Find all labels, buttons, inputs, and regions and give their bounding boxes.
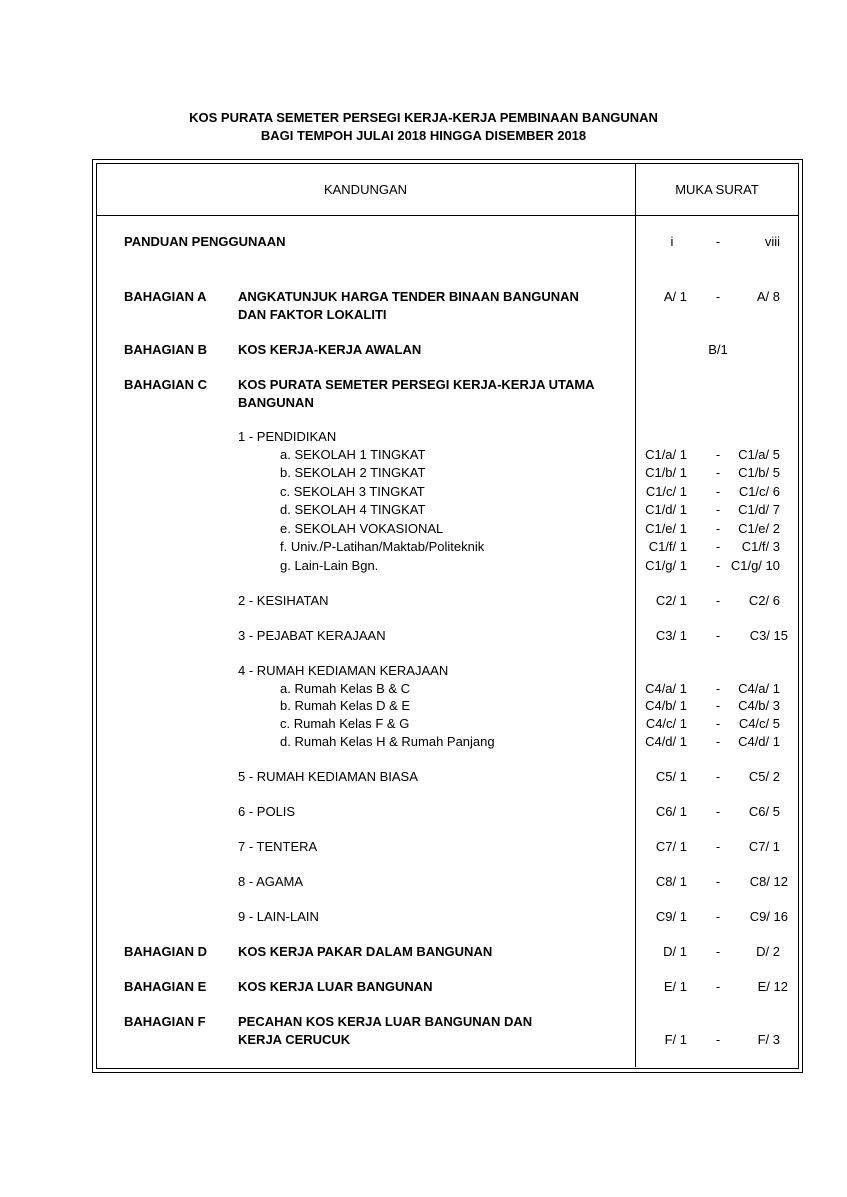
c1-label: 1 - PENDIDIKAN — [238, 429, 337, 444]
c1-item-dash: - — [715, 521, 721, 536]
c1-item-end: C1/d/ 7 — [738, 502, 780, 517]
section-f-end: F/ 3 — [757, 1032, 780, 1047]
c6-label: 6 - POLIS — [238, 804, 296, 819]
section-e-start: E/ 1 — [663, 979, 687, 994]
c4-item-label: c. Rumah Kelas F & G — [280, 716, 410, 731]
c1-item-start: C1/e/ 1 — [645, 521, 687, 536]
c9-start: C9/ 1 — [655, 909, 687, 924]
c8-dash: - — [715, 874, 721, 889]
section-b-code: BAHAGIAN B — [124, 342, 208, 357]
section-c-code: BAHAGIAN C — [124, 377, 208, 392]
panduan-label: PANDUAN PENGGUNAAN — [124, 234, 286, 249]
section-c-title-line2: BANGUNAN — [238, 395, 314, 410]
c6-dash: - — [715, 804, 721, 819]
section-f-title-line2: KERJA CERUCUK — [238, 1032, 351, 1047]
c2-start: C2/ 1 — [655, 593, 687, 608]
section-e-end: E/ 12 — [757, 979, 788, 994]
c7-start: C7/ 1 — [655, 839, 687, 854]
section-b-title: KOS KERJA-KERJA AWALAN — [238, 342, 422, 357]
section-a-dash: - — [715, 289, 721, 304]
c1-item-start: C1/f/ 1 — [648, 539, 687, 554]
c5-end: C5/ 2 — [748, 769, 780, 784]
c8-start: C8/ 1 — [655, 874, 687, 889]
c1-item-label: f. Univ./P-Latihan/Maktab/Politeknik — [280, 539, 485, 554]
c8-label: 8 - AGAMA — [238, 874, 304, 889]
section-f-start: F/ 1 — [664, 1032, 687, 1047]
section-a-end: A/ 8 — [756, 289, 780, 304]
c1-item-end: C1/a/ 5 — [738, 447, 780, 462]
c1-item-label: g. Lain-Lain Bgn. — [280, 558, 379, 573]
c5-start: C5/ 1 — [655, 769, 687, 784]
section-d-dash: - — [715, 944, 721, 959]
c5-dash: - — [715, 769, 721, 784]
c9-dash: - — [715, 909, 721, 924]
c1-item-dash: - — [715, 484, 721, 499]
section-d-end: D/ 2 — [756, 944, 780, 959]
header-muka-surat: MUKA SURAT — [675, 182, 759, 197]
c4-item-start: C4/a/ 1 — [645, 681, 687, 696]
c7-dash: - — [715, 839, 721, 854]
section-f-code: BAHAGIAN F — [124, 1014, 206, 1029]
c2-dash: - — [715, 593, 721, 608]
c7-end: C7/ 1 — [748, 839, 780, 854]
c3-start: C3/ 1 — [655, 628, 687, 643]
c1-item-start: C1/d/ 1 — [645, 502, 687, 517]
section-e-dash: - — [715, 979, 721, 994]
document-title-line1: KOS PURATA SEMETER PERSEGI KERJA-KERJA PEMBINAAN BANGUNAN — [189, 110, 658, 125]
c1-item-dash: - — [715, 502, 721, 517]
c1-item-end: C1/c/ 6 — [738, 484, 780, 499]
c4-item-end: C4/d/ 1 — [738, 734, 780, 749]
c4-item-end: C4/c/ 5 — [738, 716, 780, 731]
document-title-line2: BAGI TEMPOH JULAI 2018 HINGGA DISEMBER 2018 — [260, 128, 587, 143]
c8-end: C8/ 12 — [749, 874, 788, 889]
c1-item-dash: - — [715, 539, 721, 554]
panduan-start: i — [670, 234, 674, 249]
panduan-end: viii — [764, 234, 780, 249]
c4-label: 4 - RUMAH KEDIAMAN KERAJAAN — [238, 663, 449, 678]
c6-start: C6/ 1 — [655, 804, 687, 819]
section-f-title-line1: PECAHAN KOS KERJA LUAR BANGUNAN DAN — [238, 1014, 533, 1029]
c4-item-dash: - — [715, 716, 721, 731]
section-c-title-line1: KOS PURATA SEMETER PERSEGI KERJA-KERJA UTAMA — [238, 377, 595, 392]
c4-item-start: C4/d/ 1 — [645, 734, 687, 749]
section-a-code: BAHAGIAN A — [124, 289, 207, 304]
c4-item-end: C4/a/ 1 — [738, 681, 780, 696]
c1-item-end: C1/g/ 10 — [730, 558, 780, 573]
c9-end: C9/ 16 — [749, 909, 788, 924]
c1-item-label: c. SEKOLAH 3 TINGKAT — [280, 484, 425, 499]
c1-item-label: a. SEKOLAH 1 TINGKAT — [280, 447, 426, 462]
section-a-title-line1: ANGKATUNJUK HARGA TENDER BINAAN BANGUNAN — [238, 289, 579, 304]
c1-item-dash: - — [715, 558, 721, 573]
section-d-code: BAHAGIAN D — [124, 944, 208, 959]
c1-item-start: C1/a/ 1 — [645, 447, 687, 462]
c3-dash: - — [715, 628, 721, 643]
c9-label: 9 - LAIN-LAIN — [238, 909, 319, 924]
c1-item-label: d. SEKOLAH 4 TINGKAT — [280, 502, 426, 517]
c5-label: 5 - RUMAH KEDIAMAN BIASA — [238, 769, 418, 784]
c1-item-end: C1/e/ 2 — [738, 521, 780, 536]
section-e-code: BAHAGIAN E — [124, 979, 207, 994]
c4-item-start: C4/b/ 1 — [645, 698, 687, 713]
c1-item-end: C1/f/ 3 — [741, 539, 780, 554]
c3-label: 3 - PEJABAT KERAJAAN — [238, 628, 386, 643]
section-b-page: B/1 — [708, 342, 728, 357]
c1-item-dash: - — [715, 447, 721, 462]
c1-item-start: C1/c/ 1 — [645, 484, 687, 499]
c6-end: C6/ 5 — [748, 804, 780, 819]
c1-item-start: C1/g/ 1 — [645, 558, 687, 573]
c4-item-label: a. Rumah Kelas B & C — [280, 681, 411, 696]
c1-item-label: e. SEKOLAH VOKASIONAL — [280, 521, 444, 536]
section-a-title-line2: DAN FAKTOR LOKALITI — [238, 307, 387, 322]
c3-end: C3/ 15 — [749, 628, 788, 643]
header-kandungan: KANDUNGAN — [323, 182, 408, 197]
c4-item-dash: - — [715, 734, 721, 749]
c2-label: 2 - KESIHATAN — [238, 593, 329, 608]
section-f-dash: - — [715, 1032, 721, 1047]
panduan-dash: - — [715, 234, 721, 249]
c4-item-start: C4/c/ 1 — [645, 716, 687, 731]
section-d-start: D/ 1 — [663, 944, 687, 959]
c7-label: 7 - TENTERA — [238, 839, 318, 854]
c4-item-label: d. Rumah Kelas H & Rumah Panjang — [280, 734, 495, 749]
c2-end: C2/ 6 — [748, 593, 780, 608]
c1-item-end: C1/b/ 5 — [738, 465, 780, 480]
section-d-title: KOS KERJA PAKAR DALAM BANGUNAN — [238, 944, 493, 959]
section-e-title: KOS KERJA LUAR BANGUNAN — [238, 979, 433, 994]
c1-item-label: b. SEKOLAH 2 TINGKAT — [280, 465, 426, 480]
c1-item-start: C1/b/ 1 — [645, 465, 687, 480]
section-a-start: A/ 1 — [663, 289, 687, 304]
header-divider — [96, 215, 798, 216]
c4-item-dash: - — [715, 681, 721, 696]
c4-item-dash: - — [715, 698, 721, 713]
c4-item-end: C4/b/ 3 — [738, 698, 780, 713]
c4-item-label: b. Rumah Kelas D & E — [280, 698, 411, 713]
c1-item-dash: - — [715, 465, 721, 480]
